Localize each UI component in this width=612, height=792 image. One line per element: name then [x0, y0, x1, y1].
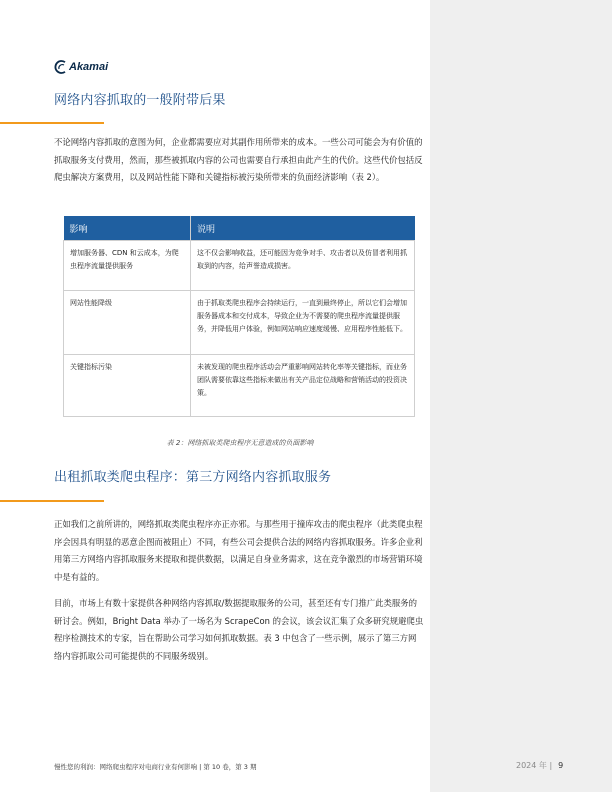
right-sidebar-panel	[430, 0, 612, 792]
akamai-logo	[54, 58, 108, 76]
footer-page-info	[516, 760, 563, 771]
footer-title: 慢性您的利润：网络爬虫程序对电商行业有何影响 | 第 10 卷，第 3 期	[54, 763, 257, 771]
description-cell: 由于抓取类爬虫程序会持续运行，一直到最终停止，所以它们会增加服务器成本和交付成本，导致企业为不需要的爬虫程序流量提供服务，并降低用户体验，例如网站响应速度缓慢、应用程序性能低下。	[191, 291, 415, 355]
accent-rule	[0, 500, 104, 502]
body-text-2: 目前，市场上有数十家提供各种网络内容抓取/数据提取服务的公司，甚至还有专门推广此类服务的研讨会。例如，Bright Data 举办了一场名为 ScrapeCon 的会议，该会议汇集了众多研究规避爬虫程序检测技术的专家，旨在帮助公司学习如何抓取数据。表 3 中包含了一些示例，展示了第三方网络内容抓取公司可能提供的不同服务级别。	[54, 598, 424, 661]
section-heading-third-party: 出租抓取类爬虫程序：第三方网络内容抓取服务	[54, 470, 332, 485]
table-caption: 表 2：网络抓取类爬虫程序无意造成的负面影响	[166, 439, 314, 447]
impact-cell: 关键指标污染	[64, 355, 191, 417]
description-cell: 未被发现的爬虫程序活动会严重影响网站转化率等关键指标，而业务团队需要依靠这些指标来做出有关产品定位战略和营销活动的投资决策。	[191, 355, 415, 417]
footer-year: 2024 年 |	[516, 761, 553, 770]
impact-cell: 增加服务器、CDN 和云成本，为爬虫程序流量提供服务	[64, 241, 191, 291]
body-paragraph-1	[54, 516, 424, 586]
body-paragraph-2	[54, 595, 424, 665]
logo-text: Akamai	[69, 61, 109, 73]
intro-paragraph	[54, 134, 424, 187]
intro-text: 不论网络内容抓取的意图为何，企业都需要应对其副作用所带来的成本。一些公司可能会为有价值的抓取服务支付费用，然而，那些被抓取内容的公司也需要自行承担由此产生的代价。这些代价包括反爬虫解决方案费用，以及网站性能下降和关键指标被污染所带来的负面经济影响（表 2）。	[54, 137, 423, 182]
header-description: 说明	[191, 216, 415, 241]
table-header-row	[64, 216, 415, 241]
description-cell: 这不仅会影响收益，还可能因为竞争对手、攻击者以及仿冒者利用抓取到的内容，给声誉造成损害。	[191, 241, 415, 291]
impact-table	[63, 216, 415, 417]
accent-rule	[0, 122, 104, 124]
impact-cell: 网站性能降级	[64, 291, 191, 355]
table-row	[64, 355, 415, 417]
body-text-1: 正如我们之前所讲的，网络抓取类爬虫程序亦正亦邪。与那些用于撞库攻击的爬虫程序（此类爬虫程序会因具有明显的恶意企图而被阻止）不同，有些公司会提供合法的网络内容抓取服务。许多企业利用第三方网络内容抓取服务来提取和提供数据，以满足自身业务需求，这在竞争激烈的市场营销环境中是有益的。	[54, 519, 423, 582]
section-heading-side-effects: 网络内容抓取的一般附带后果	[54, 93, 226, 108]
header-impact: 影响	[64, 216, 191, 241]
akamai-wave-icon	[54, 60, 68, 74]
page-number: 9	[558, 761, 564, 770]
table-row	[64, 241, 415, 291]
table-row	[64, 291, 415, 355]
